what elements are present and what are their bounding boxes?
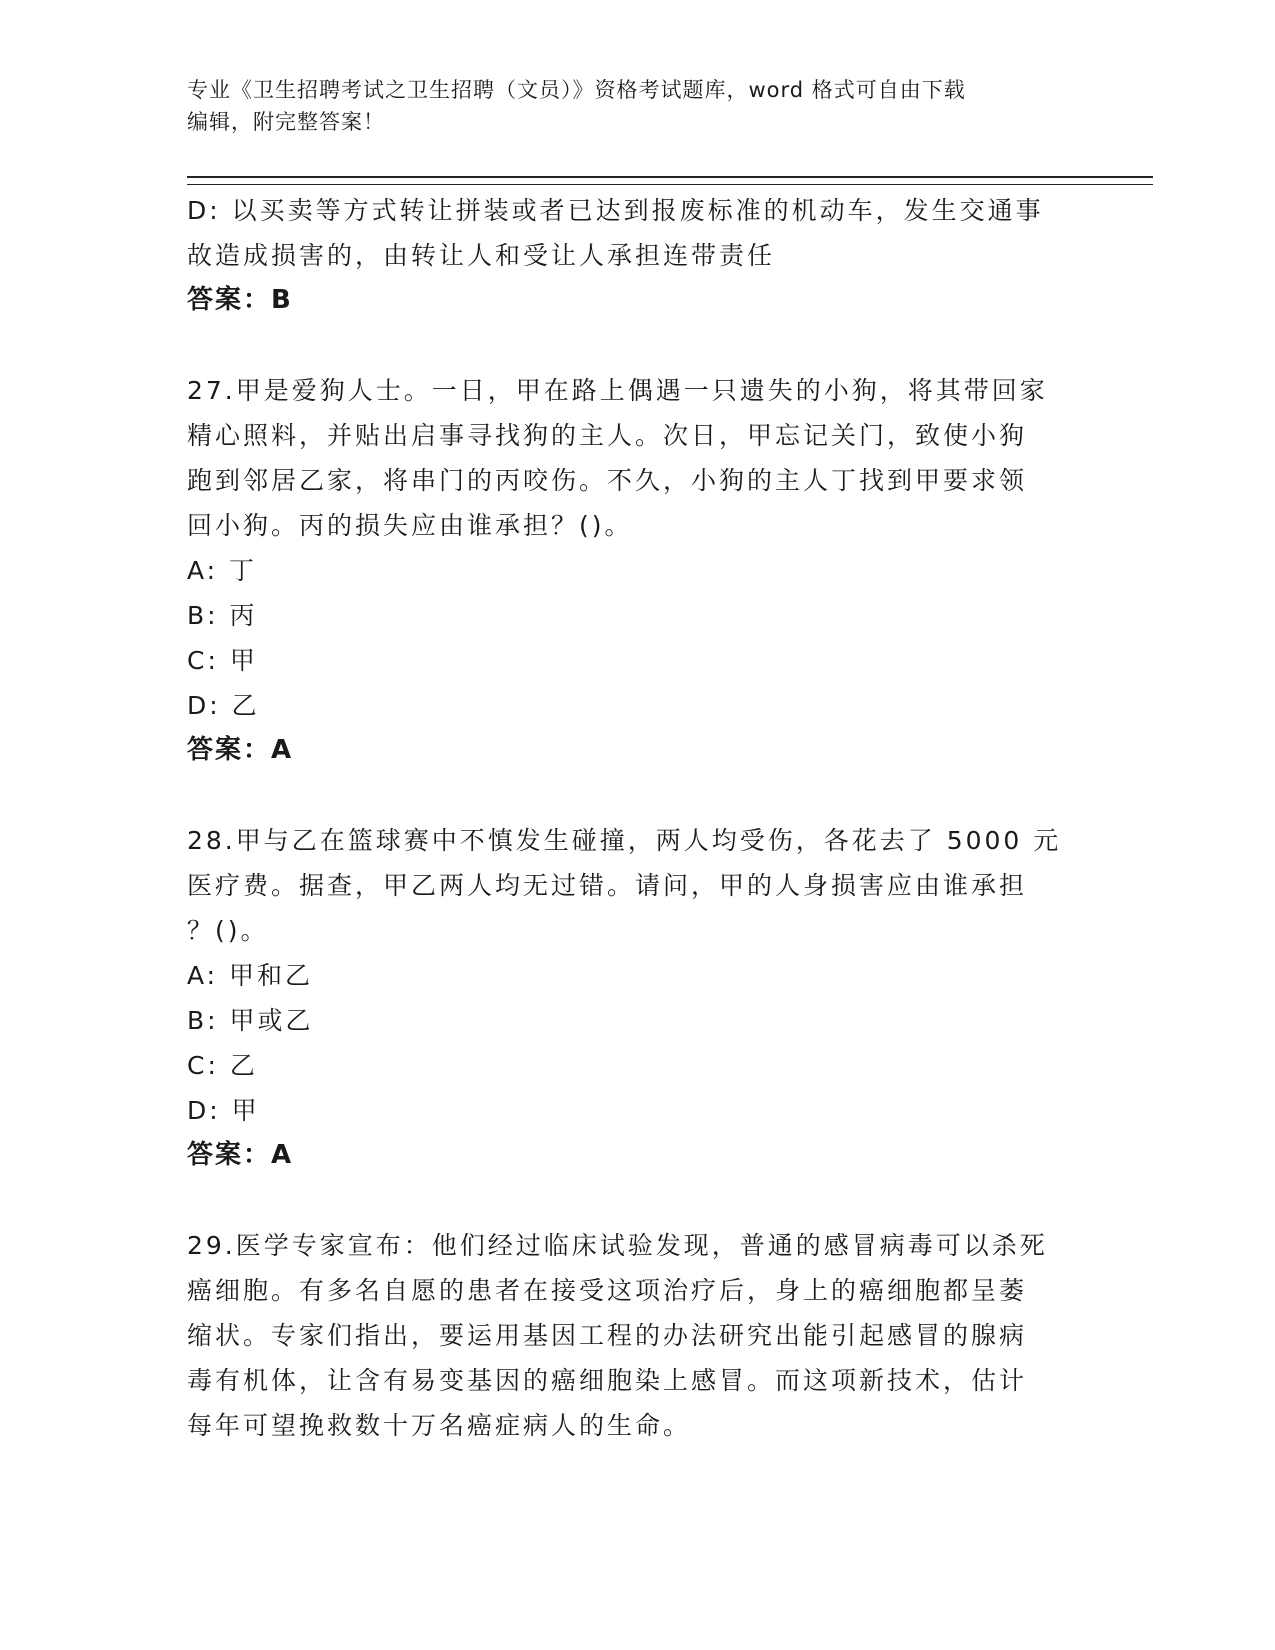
option-d: D: 甲	[187, 1096, 260, 1125]
option-d-line-2: 故造成损害的，由转让人和受让人承担连带责任	[187, 241, 776, 270]
option-a: A: 甲和乙	[187, 961, 314, 990]
header-divider	[187, 176, 1153, 185]
question-stem-line: 28.甲与乙在篮球赛中不慎发生碰撞，两人均受伤，各花去了 5000 元	[187, 826, 1062, 855]
option-c: C: 甲	[187, 646, 258, 675]
option-d-line-1: D: 以买卖等方式转让拼装或者已达到报废标准的机动车，发生交通事	[187, 196, 1044, 225]
previous-question-tail	[187, 188, 1087, 323]
option-a: A: 丁	[187, 556, 258, 585]
question-27	[187, 368, 1087, 773]
page-header	[187, 74, 1087, 138]
spacer	[187, 773, 1087, 818]
question-stem-line: 29.医学专家宣布：他们经过临床试验发现，普通的感冒病毒可以杀死	[187, 1231, 1048, 1260]
question-stem-line: 跑到邻居乙家，将串门的丙咬伤。不久，小狗的主人丁找到甲要求领	[187, 466, 1028, 495]
question-28	[187, 818, 1087, 1178]
question-stem-line: 每年可望挽救数十万名癌症病人的生命。	[187, 1411, 692, 1440]
question-stem-line: 27.甲是爱狗人士。一日，甲在路上偶遇一只遗失的小狗，将其带回家	[187, 376, 1048, 405]
document-body	[187, 188, 1087, 1448]
question-stem-line: 毒有机体，让含有易变基因的癌细胞染上感冒。而这项新技术，估计	[187, 1366, 1028, 1395]
question-29	[187, 1223, 1087, 1448]
option-b: B: 甲或乙	[187, 1006, 314, 1035]
answer-line: 答案：B	[187, 285, 293, 315]
question-stem-line: 医疗费。据查，甲乙两人均无过错。请问，甲的人身损害应由谁承担	[187, 871, 1028, 900]
question-stem-line: ？()。	[187, 916, 269, 945]
option-c: C: 乙	[187, 1051, 258, 1080]
option-b: B: 丙	[187, 601, 258, 630]
question-stem-line: 癌细胞。有多名自愿的患者在接受这项治疗后，身上的癌细胞都呈萎	[187, 1276, 1028, 1305]
spacer	[187, 1178, 1087, 1223]
answer-line: 答案：A	[187, 735, 294, 765]
header-line-2: 编辑，附完整答案！	[187, 110, 385, 134]
header-line-1: 专业《卫生招聘考试之卫生招聘（文员）》资格考试题库，word 格式可自由下载	[187, 78, 966, 102]
question-stem-line: 回小狗。丙的损失应由谁承担？()。	[187, 511, 633, 540]
option-d: D: 乙	[187, 691, 260, 720]
answer-line: 答案：A	[187, 1140, 294, 1170]
question-stem-line: 缩状。专家们指出，要运用基因工程的办法研究出能引起感冒的腺病	[187, 1321, 1028, 1350]
spacer	[187, 323, 1087, 368]
question-stem-line: 精心照料，并贴出启事寻找狗的主人。次日，甲忘记关门，致使小狗	[187, 421, 1028, 450]
